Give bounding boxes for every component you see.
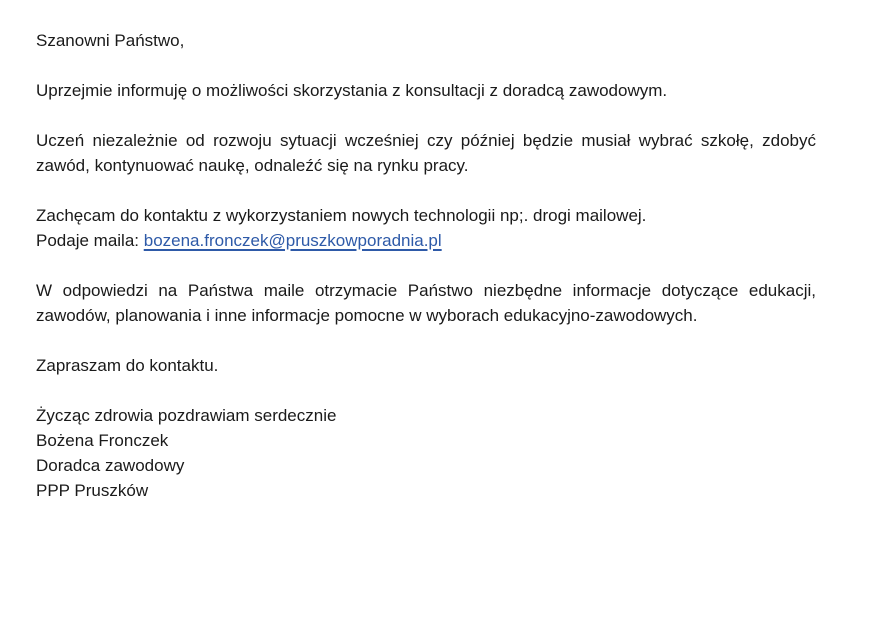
closing-line: Życząc zdrowia pozdrawiam serdecznie	[36, 406, 337, 425]
contact-paragraph	[36, 203, 816, 253]
signature-block	[36, 403, 816, 503]
letter-document	[36, 28, 816, 528]
greeting: Szanowni Państwo,	[36, 31, 185, 50]
intro-paragraph: Uprzejmie informuję o możliwości skorzystania z konsultacji z doradcą zawodowym.	[36, 81, 668, 100]
signature-title: Doradca zawodowy	[36, 456, 185, 475]
invitation-paragraph: Zapraszam do kontaktu.	[36, 356, 219, 375]
response-paragraph: W odpowiedzi na Państwa maile otrzymacie Państwo niezbędne informacje dotyczące edukacji, zawodów, planowania i inne informacje pomocne w wyborach edukacyjno-zawodowych.	[36, 281, 816, 325]
contact-line: Zachęcam do kontaktu z wykorzystaniem nowych technologii np;. drogi mailowej.	[36, 206, 647, 225]
email-line	[36, 228, 816, 253]
email-prefix: Podaje maila:	[36, 231, 144, 250]
email-link[interactable]: bozena.fronczek@pruszkowporadnia.pl	[143, 231, 442, 250]
signature-name: Bożena Fronczek	[36, 431, 169, 450]
student-paragraph: Uczeń niezależnie od rozwoju sytuacji wcześniej czy później będzie musiał wybrać szkołę, zdobyć zawód, kontynuować naukę, odnaleźć się na rynku pracy.	[36, 131, 816, 175]
signature-organization: PPP Pruszków	[36, 481, 149, 500]
